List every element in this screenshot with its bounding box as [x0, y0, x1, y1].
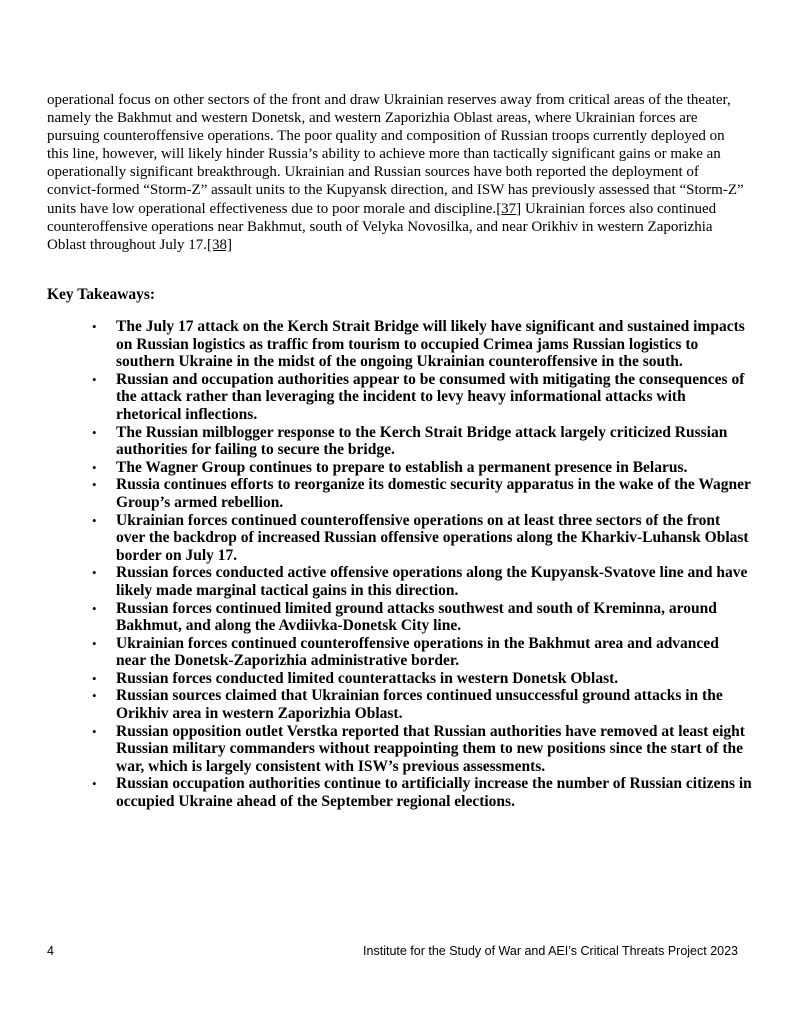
- list-item-text: The Wagner Group continues to prepare to establish a permanent presence in Belarus.: [116, 458, 688, 476]
- page-number: 4: [47, 944, 54, 958]
- list-item-text: Russian forces conducted limited counterattacks in western Donetsk Oblast.: [116, 669, 619, 687]
- list-item-text: Russian and occupation authorities appear to be consumed with mitigating the consequences of the attack rather than leveraging the incident to levy heavy informational attacks with rhetorical inflections.: [116, 370, 745, 423]
- list-item: [92, 687, 752, 722]
- list-item: [92, 459, 752, 477]
- list-item: [92, 371, 752, 424]
- list-item-text: Russian forces conducted active offensive operations along the Kupyansk-Svatove line and have likely made marginal tactical gains in this direction.: [116, 564, 748, 599]
- list-item-text: Russian forces continued limited ground attacks southwest and south of Kreminna, around Bakhmut, and along the Avdiivka-Donetsk City line.: [116, 599, 717, 635]
- list-item: [92, 424, 752, 459]
- list-item: [92, 635, 752, 670]
- bullet-icon: •: [92, 459, 97, 475]
- key-takeaways-list: [92, 318, 752, 811]
- bullet-icon: •: [92, 477, 97, 493]
- footnote-link-37[interactable]: [37]: [496, 200, 522, 217]
- list-item-text: Russian sources claimed that Ukrainian forces continued unsuccessful ground attacks in the Orikhiv area in western Zaporizhia Oblast.: [116, 687, 723, 723]
- intro-text-part1: operational focus on other sectors of the front and draw Ukrainian reserves away from critical areas of the theater, namely the Bakhmut and western Donetsk, and western Zaporizhia Oblast areas, where Ukrainian forces are pursuing counteroffensive operations. The poor quality and composition of Russian troops currently deployed on this line, however, will likely hinder Russia’s ability to achieve more than tactically significant gains or make an operationally significant breakthrough. Ukrainian and Russian sources have both reported the deployment of convict-formed “Storm-Z” assault units to the Kupyansk direction, and ISW has previously assessed that “Storm-Z” units have low operational effectiveness due to poor morale and discipline.: [47, 92, 744, 217]
- bullet-icon: •: [92, 319, 97, 334]
- bullet-icon: •: [92, 635, 97, 651]
- intro-paragraph: [47, 91, 747, 254]
- bullet-icon: •: [92, 688, 97, 704]
- list-item: [92, 723, 752, 776]
- list-item-text: The July 17 attack on the Kerch Strait Bridge will likely have significant and sustained impacts on Russian logistics as traffic from tourism to occupied Crimea jams Russian logistics to southern Ukraine in the midst of the ongoing Ukrainian counteroffensive in the south.: [116, 318, 745, 371]
- footer-organization: Institute for the Study of War and AEI’s Critical Threats Project 2023: [363, 944, 738, 958]
- list-item-text: Ukrainian forces continued counteroffensive operations on at least three sectors of the front over the backdrop of increased Russian offensive operations along the Kharkiv-Luhansk Oblast border on July 17.: [116, 511, 749, 564]
- list-item-text: Russian occupation authorities continue to artificially increase the number of Russian citizens in occupied Ukraine ahead of the September regional elections.: [116, 775, 752, 811]
- bullet-icon: •: [92, 776, 97, 792]
- bullet-icon: •: [92, 512, 97, 528]
- list-item: [92, 600, 752, 635]
- list-item-text: Russian opposition outlet Verstka reported that Russian authorities have removed at least eight Russian military commanders without reappointing them to new positions since the start of the war, which is largely consistent with ISW’s previous assessments.: [116, 722, 745, 775]
- list-item: [92, 564, 752, 599]
- bullet-icon: •: [92, 670, 97, 686]
- list-item-text: Russia continues efforts to reorganize its domestic security apparatus in the wake of the Wagner Group’s armed rebellion.: [116, 476, 751, 511]
- bullet-icon: •: [92, 723, 97, 739]
- list-item: [92, 476, 752, 511]
- bullet-icon: •: [92, 371, 97, 387]
- list-item: [92, 775, 752, 810]
- list-item: [92, 512, 752, 565]
- key-takeaways-heading: Key Takeaways:: [47, 286, 156, 303]
- bullet-icon: •: [92, 424, 97, 440]
- bullet-icon: •: [92, 565, 97, 581]
- bullet-icon: •: [92, 600, 97, 616]
- intro-text-part2: Ukrainian forces also continued counteroffensive operations near Bakhmut, south of Velyka Novosilka, and near Orikhiv in western Zaporizhia Oblast throughout July 17.: [47, 200, 717, 253]
- list-item-text: The Russian milblogger response to the Kerch Strait Bridge attack largely criticized Russian authorities for failing to secure the bridge.: [116, 423, 728, 459]
- list-item-text: Ukrainian forces continued counteroffensive operations in the Bakhmut area and advanced near the Donetsk-Zaporizhia administrative border.: [116, 634, 719, 670]
- list-item: [92, 318, 752, 371]
- footnote-link-38[interactable]: [38]: [207, 236, 232, 253]
- list-item: [92, 670, 752, 688]
